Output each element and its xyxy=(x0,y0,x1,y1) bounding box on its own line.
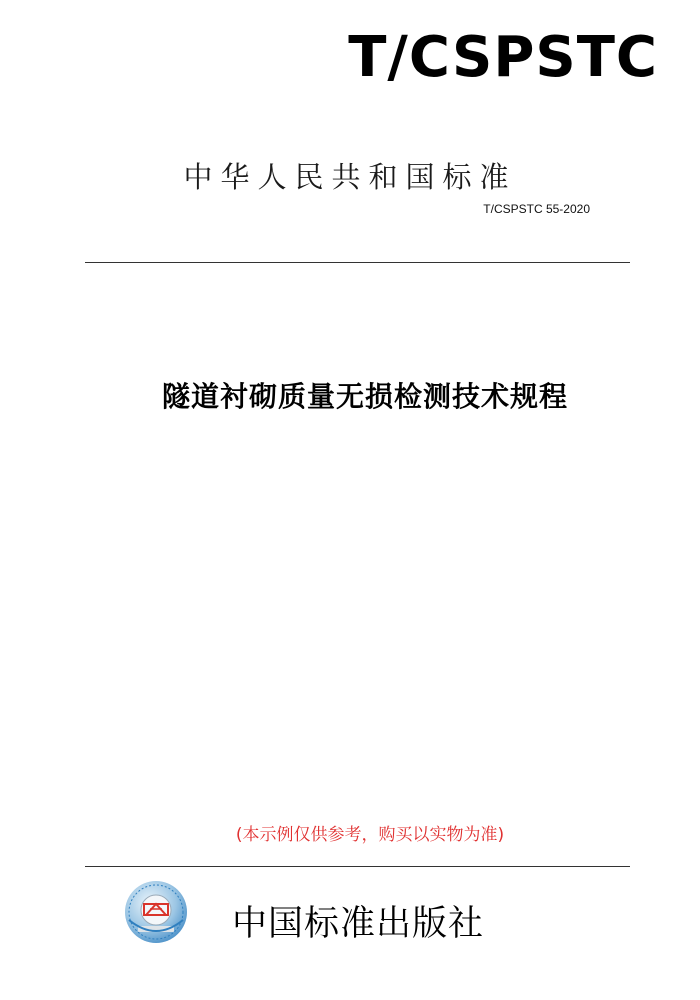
sample-disclaimer: (本示例仅供参考，购买以实物为准) xyxy=(235,825,505,845)
standard-code-logo: T/CSPSTC xyxy=(348,25,658,90)
publisher-name: 中国标准出版社 xyxy=(232,904,485,944)
standard-number: T/CSPSTC 55-2020 xyxy=(483,202,590,216)
country-standard-heading: 中华人民共和国标准 xyxy=(183,160,517,194)
bottom-divider xyxy=(85,866,630,867)
publisher-seal-icon xyxy=(124,880,188,944)
document-title: 隧道衬砌质量无损检测技术规程 xyxy=(161,380,568,413)
top-divider xyxy=(85,262,630,263)
